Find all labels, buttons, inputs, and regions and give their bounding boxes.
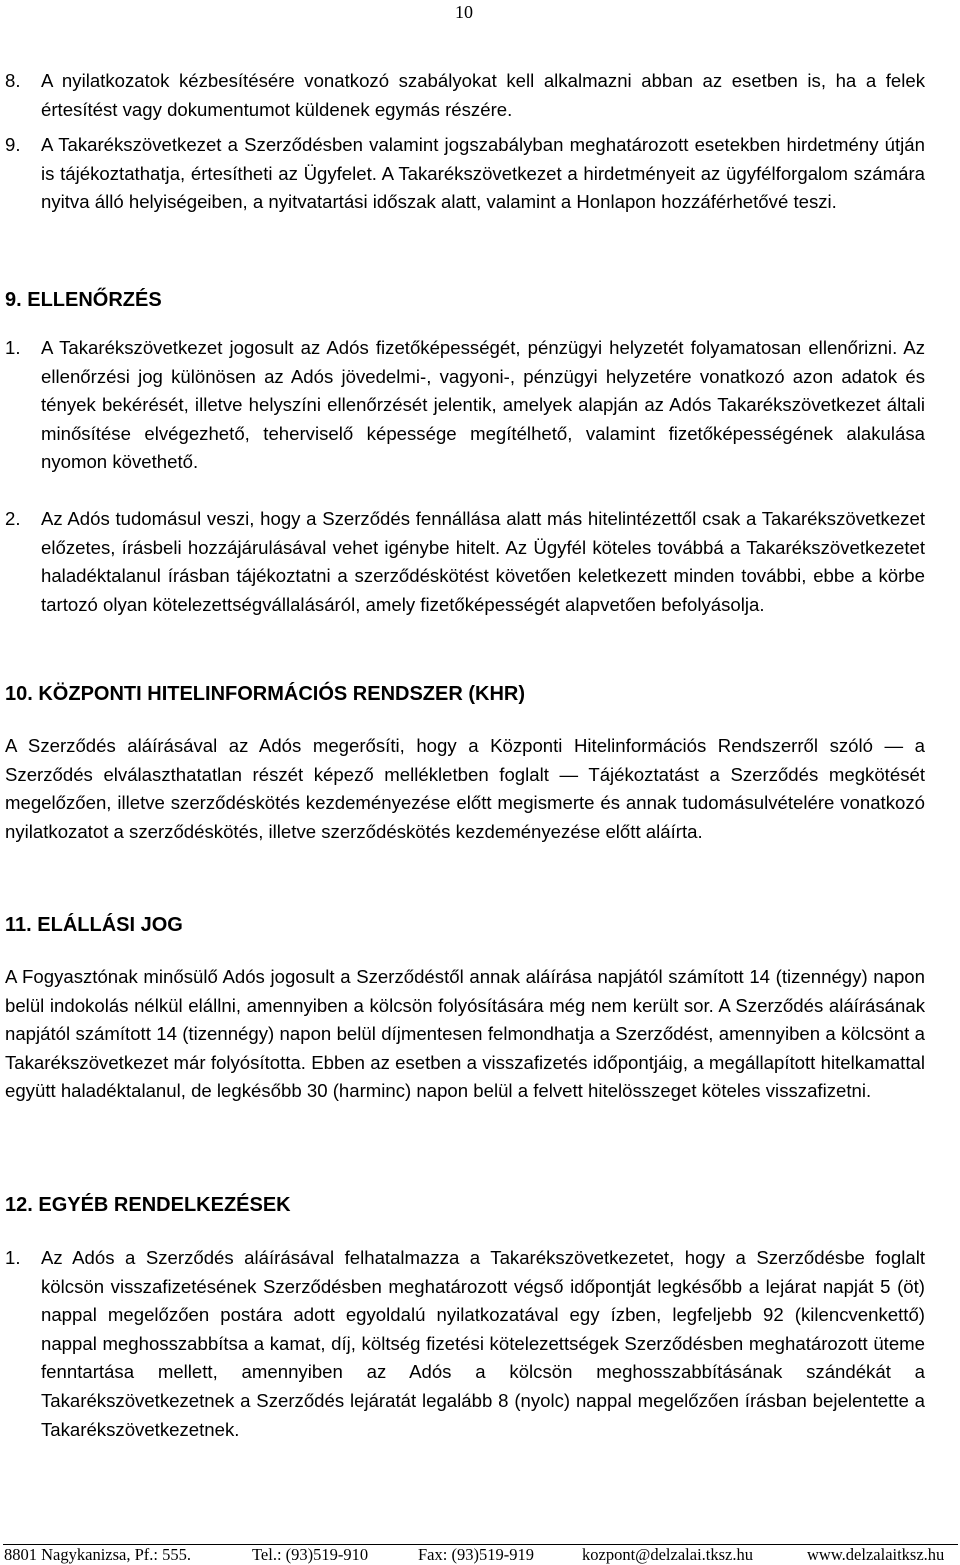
- footer-email[interactable]: kozpont@delzalai.tksz.hu: [582, 1545, 753, 1564]
- item-number: 2.: [5, 508, 21, 529]
- item-text: Az Adós tudomásul veszi, hogy a Szerződés fennállása alatt más hitelintézettől csak a Takarékszövetkezet előzetes, írásbeli hozzájárulásával vehet igénybe hitelt. Az Ügyfél köteles továbbá a Takarékszövetkezetet haladéktalanul írásban tájékoztatni a szerződéskötést követően keletkezett minden további, ebbe a körbe tartozó olyan kötelezettségvállalásáról, amely fizetőképességét alapvetően befolyásolja.: [41, 508, 925, 615]
- section-heading-elallasi-jog: 11. ELÁLLÁSI JOG: [5, 914, 183, 936]
- footer-fax: Fax: (93)519-919: [418, 1545, 534, 1564]
- item-text: Az Adós a Szerződés aláírásával felhatalmazza a Takarékszövetkezetet, hogy a Szerződésbe foglalt kölcsön visszafizetésének Szerződésben meghatározott végső időpontját legkésőbb a lejárat napját 5 (öt) nappal megelőzően postára adott egyoldalú nyilatkozatával egy ízben, legfeljebb 92 (kilencvenkettő) nappal meghosszabbítsa a kamat, díj, költség fizetési kötelezettségek Szerződésben meghatározott üteme fenntartása mellett, amennyiben az Adós a kölcsön meghosszabbításának szándékát a Takarékszövetkezetnek a Szerződés lejáratát legalább 8 (nyolc) nappal megelőzően írásban bejelentette a Takarékszövetkezetnek.: [41, 1247, 925, 1440]
- section-paragraph: A Fogyasztónak minősülő Adós jogosult a Szerződéstől annak aláírása napjától számított 14 (tizennégy) napon belül indokolás nélkül elállni, amennyiben a kölcsön folyósítására még nem került sor. A Szerződés aláírásának napjától számított 14 (tizennégy) napon belül díjmentesen felmondhatja a Szerződést, amennyiben a kölcsönt a Takarékszövetkezet már folyósította. Ebben az esetben a visszafizetés időpontjáig, a megállapított hitelkamattal együtt haladéktalanul, de legkésőbb 30 (harminc) napon belül a felvett hitelösszeget köteles visszafizetni.: [5, 966, 925, 1102]
- item-number: 1.: [5, 337, 21, 358]
- list-item: [5, 505, 925, 619]
- page-number: 10: [455, 2, 473, 22]
- list-item-9: [5, 131, 925, 217]
- item-number: 9.: [5, 134, 21, 155]
- section-heading-ellenorzes: 9. ELLENŐRZÉS: [5, 289, 162, 311]
- item-number: 1.: [5, 1247, 21, 1268]
- section-paragraph: A Szerződés aláírásával az Adós megerősíti, hogy a Központi Hitelinformációs Rendszerről szóló — a Szerződés elválaszthatatlan részét képező mellékletben foglalt — Tájékoztatást a Szerződés megkötését megelőzően, illetve szerződéskötés kezdeményezése előtt megismerte és annak tudomásulvételére vonatkozó nyilatkozatot a szerződéskötés, illetve szerződéskötés kezdeményezése előtt aláírta.: [5, 735, 925, 842]
- item-text: A Takarékszövetkezet a Szerződésben valamint jogszabályban meghatározott esetekben hirdetmény útján is tájékoztathatja, értesítheti az Ügyfelet. A Takarékszövetkezet a hirdetményeit az ügyfélforgalom számára nyitva álló helyiségeiben, a nyitvatartási időszak alatt, valamint a Honlapon hozzáférhetővé teszi.: [41, 134, 925, 213]
- list-item: [5, 334, 925, 477]
- section-heading-khr: 10. KÖZPONTI HITELINFORMÁCIÓS RENDSZER (KHR): [5, 683, 526, 705]
- section-heading-egyeb: 12. EGYÉB RENDELKEZÉSEK: [5, 1194, 291, 1216]
- footer-address: 8801 Nagykanizsa, Pf.: 555.: [4, 1545, 191, 1564]
- list-item-8: [5, 67, 925, 124]
- list-item: [5, 1244, 925, 1444]
- item-text: A nyilatkozatok kézbesítésére vonatkozó szabályokat kell alkalmazni abban az esetben is, ha a felek értesítést vagy dokumentumot küldenek egymás részére.: [41, 70, 925, 120]
- footer-phone: Tel.: (93)519-910: [252, 1545, 369, 1564]
- item-number: 8.: [5, 70, 21, 91]
- item-text: A Takarékszövetkezet jogosult az Adós fizetőképességét, pénzügyi helyzetét folyamatosan ellenőrizni. Az ellenőrzési jog különösen az Adós jövedelmi-, vagyoni-, pénzügyi helyzetére vonatkozó azon adatok és tények bekérését, illetve helyszíni ellenőrzését jelentik, amelyek alapján az Adós Takarékszövetkezet általi minősítése elvégezhető, teherviselő képessége megítélhető, valamint fizetőképességének alakulása nyomon követhető.: [41, 337, 925, 473]
- footer-website[interactable]: www.delzalaitksz.hu: [807, 1545, 945, 1564]
